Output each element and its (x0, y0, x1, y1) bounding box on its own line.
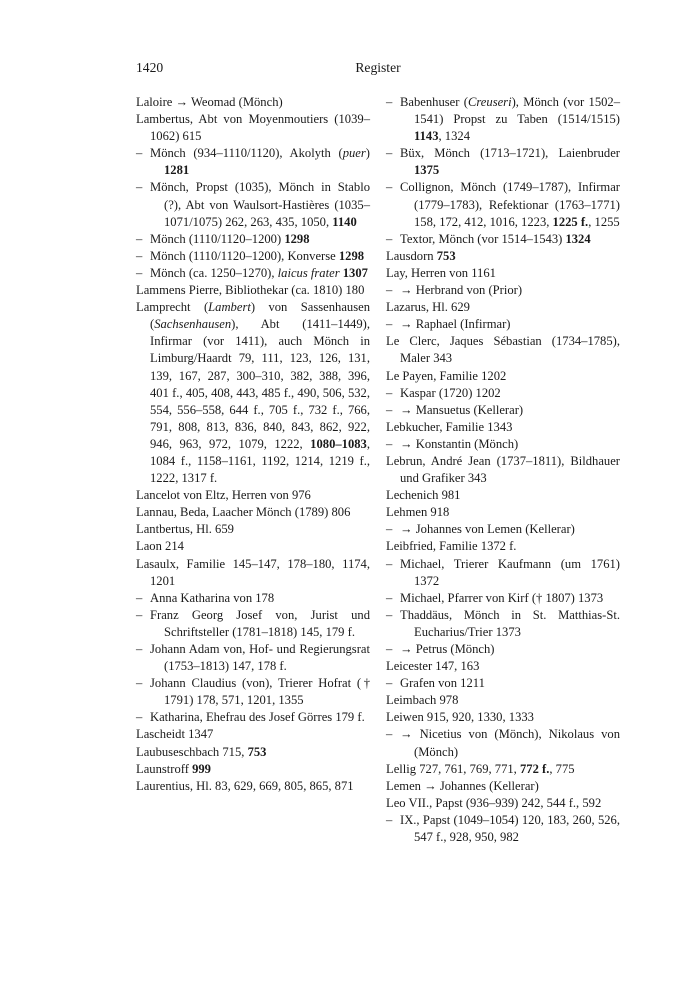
index-entry (386, 658, 620, 675)
index-subentry (386, 812, 620, 846)
subentry-dash: – (136, 146, 143, 161)
entry-text: Textor, Mönch (vor 1514–1543) (400, 231, 566, 246)
bold-page-ref: 999 (192, 761, 211, 776)
subentry-text (386, 94, 620, 145)
subentry-dash: – (386, 812, 393, 827)
bold-page-ref: 1143 (414, 129, 439, 144)
subentry-dash: – (136, 710, 143, 725)
entry-text: Mönch (ca. 1250–1270), (150, 265, 278, 280)
entry-text: Thaddäus, Mönch in St. Matthias-St. Eucharius/Trier 1373 (400, 607, 620, 639)
index-entry (386, 333, 620, 367)
index-subentry (386, 590, 620, 607)
subentry-dash: – (136, 248, 143, 263)
subentry-dash: – (386, 556, 393, 571)
index-entry (136, 299, 370, 487)
bold-page-ref: 1307 (342, 265, 368, 280)
index-subentry (386, 641, 620, 658)
index-entry (136, 556, 370, 590)
entry-text: Lausdorn (386, 248, 437, 263)
running-header (136, 60, 620, 80)
bold-page-ref: 1140 (332, 214, 357, 229)
subentry-text (386, 385, 620, 402)
index-entry (386, 265, 620, 282)
index-entry (136, 538, 370, 555)
index-subentry (136, 607, 370, 641)
index-subentry (386, 675, 620, 692)
subentry-text (136, 675, 370, 709)
entry-text: Grafen von 1211 (400, 676, 485, 691)
entry-text: Büx, Mönch (1713–1721), Laienbruder (400, 146, 620, 161)
entry-text: Lay, Herren von 1161 (386, 265, 496, 280)
entry-text: → Konstantin (Mönch) (400, 436, 519, 451)
index-subentry (136, 675, 370, 709)
index-entry (386, 487, 620, 504)
subentry-text (386, 145, 620, 179)
index-subentry (136, 709, 370, 726)
entry-text: → Petrus (Mönch) (400, 642, 495, 656)
index-subentry (136, 248, 370, 265)
bold-page-ref: 1298 (284, 231, 310, 246)
subentry-text (386, 179, 620, 230)
subentry-text (386, 641, 620, 658)
subentry-text (136, 145, 370, 179)
index-entry (136, 282, 370, 299)
index-subentry (136, 231, 370, 248)
subentry-text (386, 402, 620, 419)
entry-text: Le Payen, Familie 1202 (386, 368, 507, 383)
entry-text: Lebrun, André Jean (1737–1811), Bildhauer und Grafiker 343 (386, 453, 620, 486)
entry-text: Lamprecht ( (136, 300, 209, 315)
entry-text: Anna Katharina von 178 (150, 590, 275, 605)
subentry-text (386, 316, 620, 333)
entry-text: → Nicetius von (Mönch), Nikolaus von (Mönch) (400, 727, 620, 759)
entry-text: Mönch (1110/1120–1200), Konverse (150, 248, 339, 263)
subentry-dash: – (386, 727, 393, 742)
index-subentry (386, 179, 620, 230)
subentry-text (386, 436, 620, 453)
index-entry (136, 761, 370, 778)
subentry-dash: – (386, 590, 393, 605)
index-entry (136, 521, 370, 538)
index-entry (386, 419, 620, 436)
entry-text: → Raphael (Infirmar) (400, 317, 511, 332)
italic-name: laicus frater (277, 265, 340, 280)
entry-text: Mönch (934–1110/1120), Akolyth ( (150, 146, 343, 161)
entry-text: Lannau, Beda, Laacher Mönch (1789) 806 (136, 505, 351, 520)
index-entry (386, 795, 620, 812)
subentry-dash: – (136, 590, 143, 605)
entry-text: Leimbach 978 (386, 693, 459, 708)
subentry-dash: – (386, 231, 393, 246)
entry-text: ) (365, 146, 370, 161)
entry-text: → Johannes von Lemen (Kellerar) (400, 522, 575, 537)
index-subentry (386, 231, 620, 248)
subentry-dash: – (136, 642, 143, 656)
entry-text: Laon 214 (136, 539, 184, 554)
entry-text: , 1324 (438, 129, 470, 144)
index-subentry (386, 94, 620, 145)
index-entry (386, 453, 620, 487)
subentry-text (386, 590, 620, 607)
index-entry (386, 778, 620, 795)
page-number: 1420 (136, 60, 164, 75)
entry-text: Lehmen 918 (386, 505, 450, 520)
entry-text: Michael, Pfarrer von Kirf († 1807) 1373 (400, 590, 604, 605)
entry-text: ), Mönch (vor 1502–1541) Propst zu Taben (1514/1515) (414, 95, 621, 127)
subentry-dash: – (386, 642, 393, 656)
entry-text: ) von Sassenhausen ( (150, 300, 370, 332)
entry-text: Lemen → Johannes (Kellerar) (386, 778, 539, 793)
subentry-text (136, 709, 370, 726)
bold-page-ref: 1080–1083 (310, 436, 367, 451)
subentry-dash: – (386, 385, 393, 400)
entry-text: Lambertus, Abt von Moyenmoutiers (1039–1062) 615 (136, 112, 370, 144)
entry-text: Katharina, Ehefrau des Josef Görres 179 f. (150, 710, 365, 725)
subentry-dash: – (136, 180, 143, 195)
subentry-dash: – (386, 676, 393, 691)
subentry-dash: – (386, 436, 393, 451)
entry-text: Leiwen 915, 920, 1330, 1333 (386, 710, 534, 725)
index-entry (136, 726, 370, 743)
subentry-dash: – (386, 522, 393, 537)
index-entry (386, 692, 620, 709)
index-subentry (386, 556, 620, 590)
bold-page-ref: 1324 (565, 231, 591, 246)
italic-name: Creuseri (467, 95, 512, 109)
subentry-dash: – (136, 231, 143, 246)
entry-text: Michael, Trierer Kaufmann (um 1761) 1372 (400, 556, 620, 588)
subentry-text (386, 812, 620, 846)
index-subentry (136, 641, 370, 675)
entry-text: Lantbertus, Hl. 659 (136, 522, 234, 537)
subentry-text (386, 607, 620, 641)
entry-text: Mönch, Propst (1035), Mönch in Stablo (?), Abt von Waulsort-Hastières (1035–1071/1075) 262, 263, 435, 1050, (150, 180, 370, 229)
entry-text: Lebkucher, Familie 1343 (386, 419, 513, 434)
index-subentry (386, 607, 620, 641)
index-subentry (136, 265, 370, 282)
entry-text: Mönch (1110/1120–1200) (150, 231, 285, 246)
entry-text: Johann Adam von, Hof- und Regierungsrat (1753–1813) 147, 178 f. (150, 642, 370, 674)
index-entry (136, 778, 370, 795)
subentry-text (386, 726, 620, 760)
entry-text: → Herbrand von (Prior) (400, 283, 523, 298)
index-subentry (386, 436, 620, 453)
subentry-text (386, 231, 620, 248)
index-subentry (386, 145, 620, 179)
entry-text: Laurentius, Hl. 83, 629, 669, 805, 865, 871 (136, 778, 354, 793)
index-entry (386, 299, 620, 316)
subentry-dash: – (386, 402, 393, 417)
entry-text: , 1084 f., 1158–1161, 1192, 1214, 1219 f., 1222, 1317 f. (150, 436, 370, 486)
entry-text: ), Abt (1411–1449), Infirmar (vor 1411), auch Mönch in Limburg/Haardt 79, 111, 123, 126, 131, 139, 167, 287, 300–310, 382, 388, 396, 401 f., 405, 408, 443, 485 f., 490, 506, 532, 554, 556–558, 644 f., 705 f., 732 f., 766, 791, 808, 813, 836, 840, 843, 862, 922, 946, 963, 972, 1079, 1222, (150, 317, 370, 451)
index-entry (136, 487, 370, 504)
index-subentry (386, 726, 620, 760)
entry-text: → Mansuetus (Kellerar) (400, 402, 524, 417)
index-entry (136, 94, 370, 111)
bold-page-ref: 1225 f. (552, 214, 589, 229)
entry-text: Launstroff (136, 761, 193, 776)
entry-text: Lammens Pierre, Bibliothekar (ca. 1810) 180 (136, 283, 365, 298)
subentry-text (136, 607, 370, 641)
index-subentry (386, 402, 620, 419)
subentry-dash: – (386, 146, 393, 161)
subentry-text (136, 590, 370, 607)
entry-text: Le Clerc, Jaques Sébastian (1734–1785), Maler 343 (386, 334, 620, 366)
index-subentry (136, 590, 370, 607)
entry-text: Johann Claudius (von), Trierer Hofrat († 1791) 178, 571, 1201, 1355 (150, 676, 370, 708)
subentry-dash: – (386, 95, 393, 109)
subentry-dash: – (136, 265, 143, 280)
subentry-text (136, 179, 370, 230)
bold-page-ref: 753 (436, 248, 456, 263)
entry-text: Lasaulx, Familie 145–147, 178–180, 1174, 1201 (136, 556, 370, 588)
entry-text: Babenhuser ( (400, 95, 468, 109)
bold-page-ref: 1281 (164, 163, 190, 178)
subentry-text (136, 265, 370, 282)
running-title: Register (355, 60, 401, 75)
entry-text: Collignon, Mönch (1749–1787), Infirmar (1779–1783), Refektionar (1763–1771) 158, 172, 412, 1016, 1223, (400, 180, 620, 229)
subentry-text (136, 641, 370, 675)
index-column-left (136, 94, 370, 795)
index-subentry (136, 179, 370, 230)
index-entry (386, 709, 620, 726)
index-subentry (386, 282, 620, 299)
subentry-text (136, 248, 370, 265)
subentry-dash: – (386, 283, 393, 298)
entry-text: IX., Papst (1049–1054) 120, 183, 260, 526, 547 f., 928, 950, 982 (400, 812, 620, 845)
entry-text: Lellig 727, 761, 769, 771, (386, 761, 520, 776)
index-entry (386, 538, 620, 555)
entry-text: Franz Georg Josef von, Jurist und Schriftsteller (1781–1818) 145, 179 f. (150, 607, 370, 639)
subentry-text (386, 675, 620, 692)
index-subentry (386, 385, 620, 402)
subentry-text (386, 556, 620, 590)
bold-page-ref: 753 (247, 744, 267, 759)
entry-text: Laubuseschbach 715, (136, 744, 248, 759)
italic-name: puer (342, 146, 366, 161)
index-entry (386, 368, 620, 385)
entry-text: Lascheidt 1347 (136, 727, 214, 742)
subentry-dash: – (386, 317, 393, 332)
subentry-dash: – (386, 180, 393, 195)
bold-page-ref: 1375 (414, 163, 440, 178)
entry-text: Lancelot von Eltz, Herren von 976 (136, 488, 311, 503)
entry-text: Laloire → Weomad (Mönch) (136, 95, 283, 109)
entry-text: Lazarus, Hl. 629 (386, 300, 470, 315)
entry-text: Leo VII., Papst (936–939) 242, 544 f., 592 (386, 795, 602, 810)
index-entry (136, 744, 370, 761)
entry-text: Lechenich 981 (386, 488, 461, 503)
subentry-dash: – (136, 607, 143, 622)
entry-text: Leibfried, Familie 1372 f. (386, 539, 517, 554)
index-entry (386, 761, 620, 778)
bold-page-ref: 772 f. (519, 761, 550, 776)
subentry-dash: – (386, 607, 393, 622)
index-entry (386, 248, 620, 265)
subentry-text (136, 231, 370, 248)
index-subentry (386, 316, 620, 333)
index-subentry (386, 521, 620, 538)
entry-text: , 1255 (588, 214, 620, 229)
index-column-right (386, 94, 620, 846)
index-entry (386, 504, 620, 521)
index-entry (136, 504, 370, 521)
italic-name: Sachsenhausen (154, 317, 232, 332)
subentry-text (386, 521, 620, 538)
entry-text: Leicester 147, 163 (386, 659, 480, 674)
italic-name: Lambert (208, 300, 251, 315)
subentry-dash: – (136, 676, 143, 691)
entry-text: Kaspar (1720) 1202 (400, 385, 501, 400)
entry-text: , 775 (549, 761, 575, 776)
index-entry (136, 111, 370, 145)
subentry-text (386, 282, 620, 299)
bold-page-ref: 1298 (338, 248, 365, 263)
index-subentry (136, 145, 370, 179)
